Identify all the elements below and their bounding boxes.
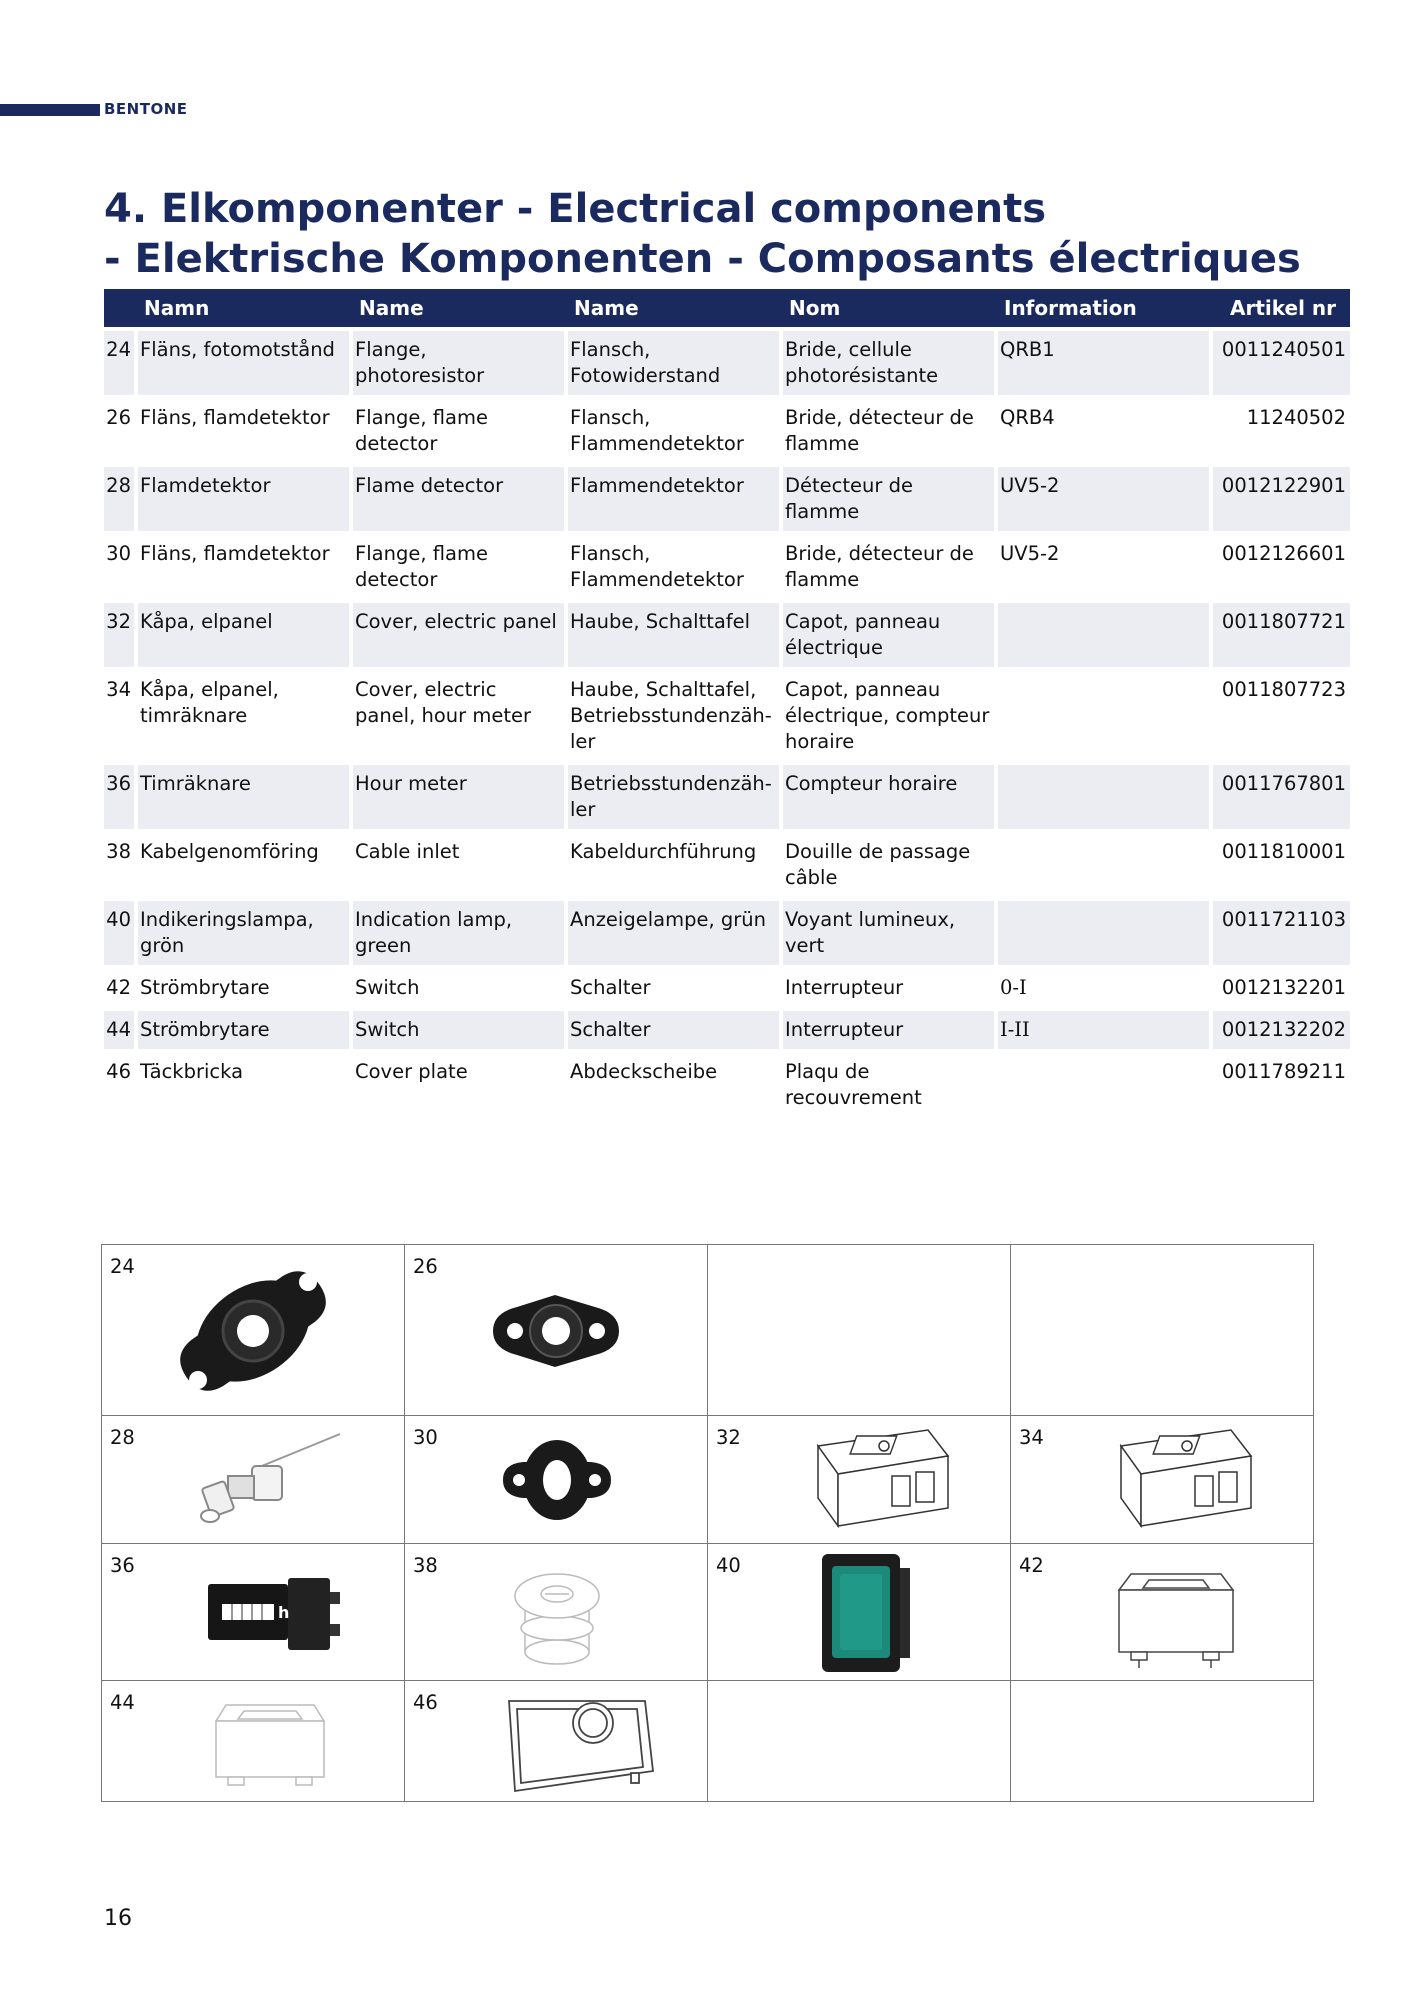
cell-sv: Fläns, flamdetektor xyxy=(138,535,353,599)
cell-art: 0012132202 xyxy=(1213,1011,1350,1049)
cell-art: 0011240501 xyxy=(1213,331,1350,395)
cell-de: Haube, Schalttafel xyxy=(568,603,783,667)
header-name-en: Name xyxy=(353,289,568,327)
cell-sv: Flamdetektor xyxy=(138,467,353,531)
table-row xyxy=(104,1011,1350,1049)
cell-de: Schalter xyxy=(568,1011,783,1049)
cell-pos: 40 xyxy=(104,901,138,965)
parts-table xyxy=(104,285,1350,1121)
cell-en: Hour meter xyxy=(353,765,568,829)
cell-pos: 44 xyxy=(104,1011,138,1049)
cell-art: 0011721103 xyxy=(1213,901,1350,965)
image-cell-28 xyxy=(102,1416,405,1544)
cell-info: QRB1 xyxy=(998,331,1213,395)
flange-flame-detector-uv-image xyxy=(405,1416,708,1544)
header-information: Information xyxy=(998,289,1213,327)
indication-lamp-image xyxy=(708,1544,1011,1681)
flange-photoresistor-image xyxy=(102,1245,405,1416)
cell-fr: Bride, détecteur de flamme xyxy=(783,535,998,599)
image-grid-row xyxy=(102,1544,1314,1681)
header-pos xyxy=(104,289,138,327)
cell-pos: 30 xyxy=(104,535,138,599)
electric-panel-cover-image xyxy=(708,1416,1011,1544)
table-row xyxy=(104,765,1350,829)
image-grid-row xyxy=(102,1416,1314,1544)
cell-sv: Fläns, flamdetektor xyxy=(138,399,353,463)
image-label: 32 xyxy=(716,1426,741,1449)
table-row xyxy=(104,671,1350,761)
cell-sv: Strömbrytare xyxy=(138,1011,353,1049)
cell-en: Cover plate xyxy=(353,1053,568,1117)
image-cell-30 xyxy=(405,1416,708,1544)
cell-info xyxy=(998,901,1213,965)
header-nom: Nom xyxy=(783,289,998,327)
cell-sv: Kåpa, elpanel xyxy=(138,603,353,667)
cell-fr: Bride, cellule photorésistante xyxy=(783,331,998,395)
image-cell-34 xyxy=(1011,1416,1314,1544)
cell-fr: Bride, détecteur de flamme xyxy=(783,399,998,463)
cell-pos: 42 xyxy=(104,969,138,1007)
cell-sv: Kabelgenomföring xyxy=(138,833,353,897)
image-label: 28 xyxy=(110,1426,135,1449)
cell-info xyxy=(998,833,1213,897)
table-row xyxy=(104,833,1350,897)
image-label: 46 xyxy=(413,1691,438,1714)
image-cell-24 xyxy=(102,1245,405,1416)
cell-art: 0011767801 xyxy=(1213,765,1350,829)
cell-sv: Fläns, fotomotstånd xyxy=(138,331,353,395)
cell-info: UV5-2 xyxy=(998,467,1213,531)
cell-de: Flammendetektor xyxy=(568,467,783,531)
cell-fr: Détecteur de flamme xyxy=(783,467,998,531)
table-row xyxy=(104,467,1350,531)
cover-plate-image xyxy=(405,1681,708,1802)
table-row xyxy=(104,535,1350,599)
cell-pos: 38 xyxy=(104,833,138,897)
cell-sv: Indikeringslampa, grön xyxy=(138,901,353,965)
switch-image xyxy=(1011,1544,1314,1681)
page-title xyxy=(104,184,1364,284)
cell-art: 0011807721 xyxy=(1213,603,1350,667)
cell-info: QRB4 xyxy=(998,399,1213,463)
cell-fr: Interrupteur xyxy=(783,1011,998,1049)
cell-sv: Kåpa, elpanel, timräknare xyxy=(138,671,353,761)
cell-en: Switch xyxy=(353,1011,568,1049)
hour-meter-image xyxy=(102,1544,405,1681)
cell-en: Flange, photoresistor xyxy=(353,331,568,395)
cell-en: Cover, electric panel xyxy=(353,603,568,667)
page-number: 16 xyxy=(104,1906,132,1931)
electric-panel-cover-hour-meter-image xyxy=(1011,1416,1314,1544)
cell-en: Flame detector xyxy=(353,467,568,531)
image-grid xyxy=(101,1244,1314,1802)
cell-art: 0011810001 xyxy=(1221,840,1346,863)
image-cell-46 xyxy=(405,1681,708,1802)
cell-en: Flange, flame detector xyxy=(353,399,568,463)
cell-art: 0012122901 xyxy=(1213,467,1350,531)
cell-art: 0012126601 xyxy=(1221,542,1346,565)
image-cell-empty xyxy=(708,1245,1011,1416)
image-label: 44 xyxy=(110,1691,135,1714)
flame-detector-image xyxy=(102,1416,405,1544)
image-cell-empty xyxy=(708,1681,1011,1802)
cell-art: 0012132201 xyxy=(1221,976,1346,999)
header-name-de: Name xyxy=(568,289,783,327)
cell-fr: Capot, panneau électrique xyxy=(783,603,998,667)
cell-fr: Voyant lumineux, vert xyxy=(783,901,998,965)
image-label: 42 xyxy=(1019,1554,1044,1577)
table-row xyxy=(104,603,1350,667)
cell-info xyxy=(998,671,1213,761)
cell-info xyxy=(998,603,1213,667)
image-grid-row xyxy=(102,1245,1314,1416)
flange-flame-detector-image xyxy=(405,1245,708,1416)
cell-fr: Interrupteur xyxy=(783,969,998,1007)
cell-art: 0011789211 xyxy=(1221,1060,1346,1083)
image-label: 40 xyxy=(716,1554,741,1577)
image-label: 30 xyxy=(413,1426,438,1449)
image-label: 34 xyxy=(1019,1426,1044,1449)
cell-de: Haube, Schalttafel, Betriebsstundenzäh-ler xyxy=(568,671,783,761)
table-row xyxy=(104,969,1350,1007)
hour-meter-unit: h xyxy=(278,1603,290,1622)
cable-inlet-image xyxy=(405,1544,708,1681)
image-cell-40 xyxy=(708,1544,1011,1681)
cell-de: Flansch, Fotowiderstand xyxy=(568,331,783,395)
cell-info: I-II xyxy=(998,1011,1213,1049)
image-cell-36 xyxy=(102,1544,405,1681)
brand-name: BENTONE xyxy=(104,100,188,118)
cell-en: Cover, electric panel, hour meter xyxy=(353,671,568,761)
table-row xyxy=(104,1053,1350,1117)
table-row xyxy=(104,901,1350,965)
cell-info xyxy=(998,1053,1213,1117)
cell-pos: 32 xyxy=(104,603,138,667)
cell-en: Indication lamp, green xyxy=(353,901,568,965)
cell-de: Kabeldurchführung xyxy=(568,833,783,897)
table-row xyxy=(104,399,1350,463)
title-line-2: - Elektrische Komponenten - Composants électriques xyxy=(104,236,1301,282)
header-artikel-nr: Artikel nr xyxy=(1213,289,1350,327)
image-label: 36 xyxy=(110,1554,135,1577)
cell-fr: Plaqu de recouvrement xyxy=(783,1053,998,1117)
cell-en: Flange, flame detector xyxy=(353,535,568,599)
image-grid-row xyxy=(102,1681,1314,1802)
cell-en: Cable inlet xyxy=(353,833,568,897)
cell-sv: Strömbrytare xyxy=(138,969,353,1007)
image-cell-44 xyxy=(102,1681,405,1802)
cell-info: UV5-2 xyxy=(998,535,1213,599)
image-cell-42 xyxy=(1011,1544,1314,1681)
image-cell-empty xyxy=(1011,1681,1314,1802)
image-label: 24 xyxy=(110,1255,135,1278)
image-cell-empty xyxy=(1011,1245,1314,1416)
cell-sv: Täckbricka xyxy=(138,1053,353,1117)
cell-de: Abdeckscheibe xyxy=(568,1053,783,1117)
cell-en: Switch xyxy=(353,969,568,1007)
table-header-row xyxy=(104,289,1350,327)
table-row xyxy=(104,331,1350,395)
cell-fr: Compteur horaire xyxy=(783,765,998,829)
cell-de: Anzeigelampe, grün xyxy=(568,901,783,965)
cell-pos: 26 xyxy=(104,399,138,463)
cell-pos: 36 xyxy=(104,765,138,829)
switch-image xyxy=(102,1681,405,1802)
cell-fr: Capot, panneau électrique, compteur horaire xyxy=(783,671,998,761)
cell-sv: Timräknare xyxy=(138,765,353,829)
cell-fr: Douille de passage câble xyxy=(783,833,998,897)
cell-de: Flansch, Flammendetektor xyxy=(568,399,783,463)
image-label: 38 xyxy=(413,1554,438,1577)
brand-bar xyxy=(0,104,100,116)
cell-pos: 46 xyxy=(104,1053,138,1117)
cell-art: 0011807723 xyxy=(1221,678,1346,701)
cell-pos: 24 xyxy=(104,331,138,395)
image-cell-32 xyxy=(708,1416,1011,1544)
cell-info: 0-I xyxy=(998,969,1213,1007)
cell-pos: 28 xyxy=(104,467,138,531)
image-cell-26 xyxy=(405,1245,708,1416)
header-namn: Namn xyxy=(138,289,353,327)
cell-de: Betriebsstundenzäh-ler xyxy=(568,765,783,829)
cell-pos: 34 xyxy=(104,671,138,761)
title-line-1: 4. Elkomponenter - Electrical components xyxy=(104,186,1047,232)
cell-de: Flansch, Flammendetektor xyxy=(568,535,783,599)
image-label: 26 xyxy=(413,1255,438,1278)
image-cell-38 xyxy=(405,1544,708,1681)
cell-info xyxy=(998,765,1213,829)
cell-art: 11240502 xyxy=(1246,406,1346,429)
cell-de: Schalter xyxy=(568,969,783,1007)
